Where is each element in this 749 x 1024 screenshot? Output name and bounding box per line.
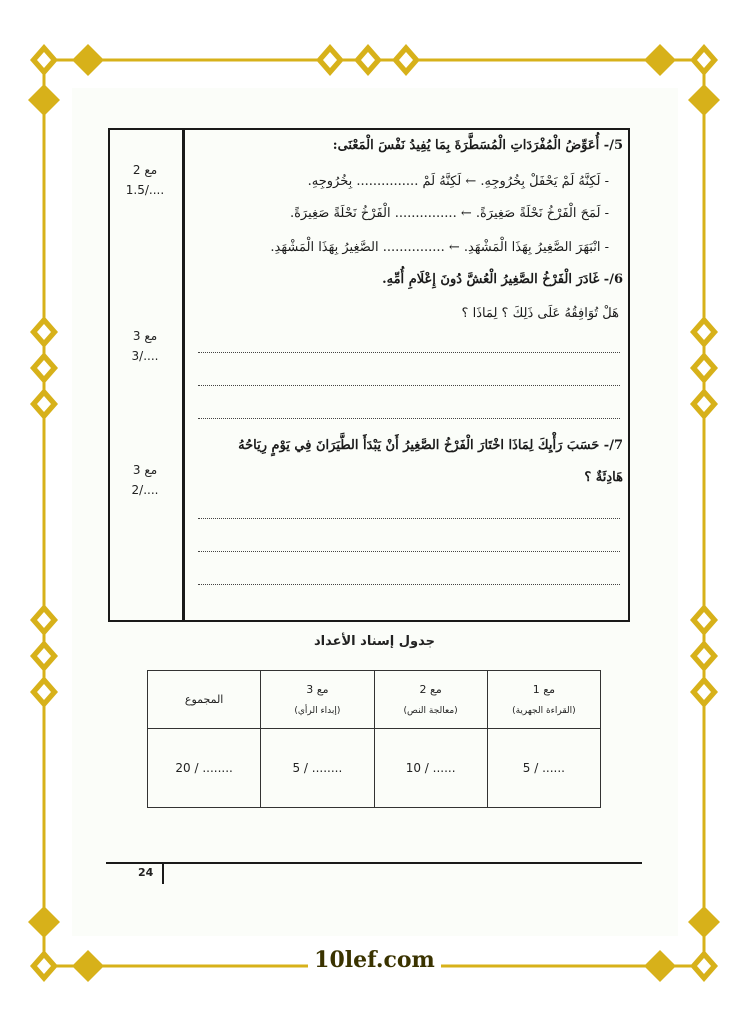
q5-line-1: - لَكِنَّهُ لَمْ يَحْفَلْ بِخُرُوجِهِ. ← لَكِنَّهُ لَمْ ............... بِخُرُوجِهِ.	[307, 174, 609, 189]
q6-sub: هَلْ تُوَافِقُهُ عَلَى ذَلِكَ ؟ لِمَاذَا ؟	[461, 306, 619, 321]
table-header-cell: المجموع	[148, 671, 261, 729]
table-cell[interactable]: 20 / ........	[148, 729, 261, 808]
q6-score: مع 3 3/....	[131, 329, 159, 363]
table-header-cell: مع 2 (معالجة النص)	[374, 671, 487, 729]
grades-table	[147, 670, 601, 808]
table-cell[interactable]: 5 / ......	[487, 729, 600, 808]
footer-line	[106, 862, 642, 864]
q5-line-3: - انْبَهَرَ الصَّغِيرُ بِهَذَا الْمَشْهَدِ. ← ............... الصَّغِيرُ بِهَذَا الْمَشْهَدِ.	[270, 240, 609, 255]
q6-prompt: 6/- غَادَرَ الْفَرْخُ الصَّغِيرُ الْعُشَّ دُونَ إِعْلَامِ أُمِّهِ.	[382, 272, 623, 287]
q5-line-2: - لَمَحَ الْفَرْخُ نَحْلَةً صَغِيرَةً. ← ............... الْفَرْخُ نَحْلَةً صَغِيرَةً.	[289, 206, 609, 221]
q5-prompt: 5/- أُعَوِّضُ الْمُفْرَدَاتِ الْمُسَطَّرَةَ بِمَا يُفِيدُ نَفْسَ الْمَعْنَى:	[332, 138, 623, 153]
grades-table-title: جدول إسناد الأعداد	[313, 634, 436, 649]
answer-line[interactable]	[198, 584, 620, 585]
exam-box	[108, 128, 630, 622]
footer-divider	[162, 862, 164, 884]
table-header-cell: مع 3 (إبداء الرأي)	[261, 671, 374, 729]
answer-line[interactable]	[198, 352, 620, 353]
score-column-divider	[182, 128, 185, 622]
table-cell[interactable]: 5 / ........	[261, 729, 374, 808]
table-cell[interactable]: 10 / ......	[374, 729, 487, 808]
answer-line[interactable]	[198, 518, 620, 519]
answer-line[interactable]	[198, 385, 620, 386]
q7-score: مع 3 2/....	[131, 463, 159, 497]
table-row	[148, 671, 601, 729]
q7-prompt: 7/- حَسَبَ رَأْيِكَ لِمَاذَا اخْتَارَ الْفَرْخُ الصَّغِيرُ أَنْ يَبْدَأَ الطَّيَرَانَ فِي يَوْمٍ رِيَاحُهُ	[238, 438, 623, 453]
table-row	[148, 729, 601, 808]
table-header-cell: مع 1 (القراءة الجهرية)	[487, 671, 600, 729]
q5-score: مع 2 1.5/....	[125, 163, 165, 197]
page-number: 24	[138, 866, 154, 879]
q7-prompt-cont: هَادِئَةٌ ؟	[584, 470, 623, 485]
site-watermark[interactable]: 10lef.com	[0, 947, 749, 973]
answer-line[interactable]	[198, 551, 620, 552]
answer-line[interactable]	[198, 418, 620, 419]
